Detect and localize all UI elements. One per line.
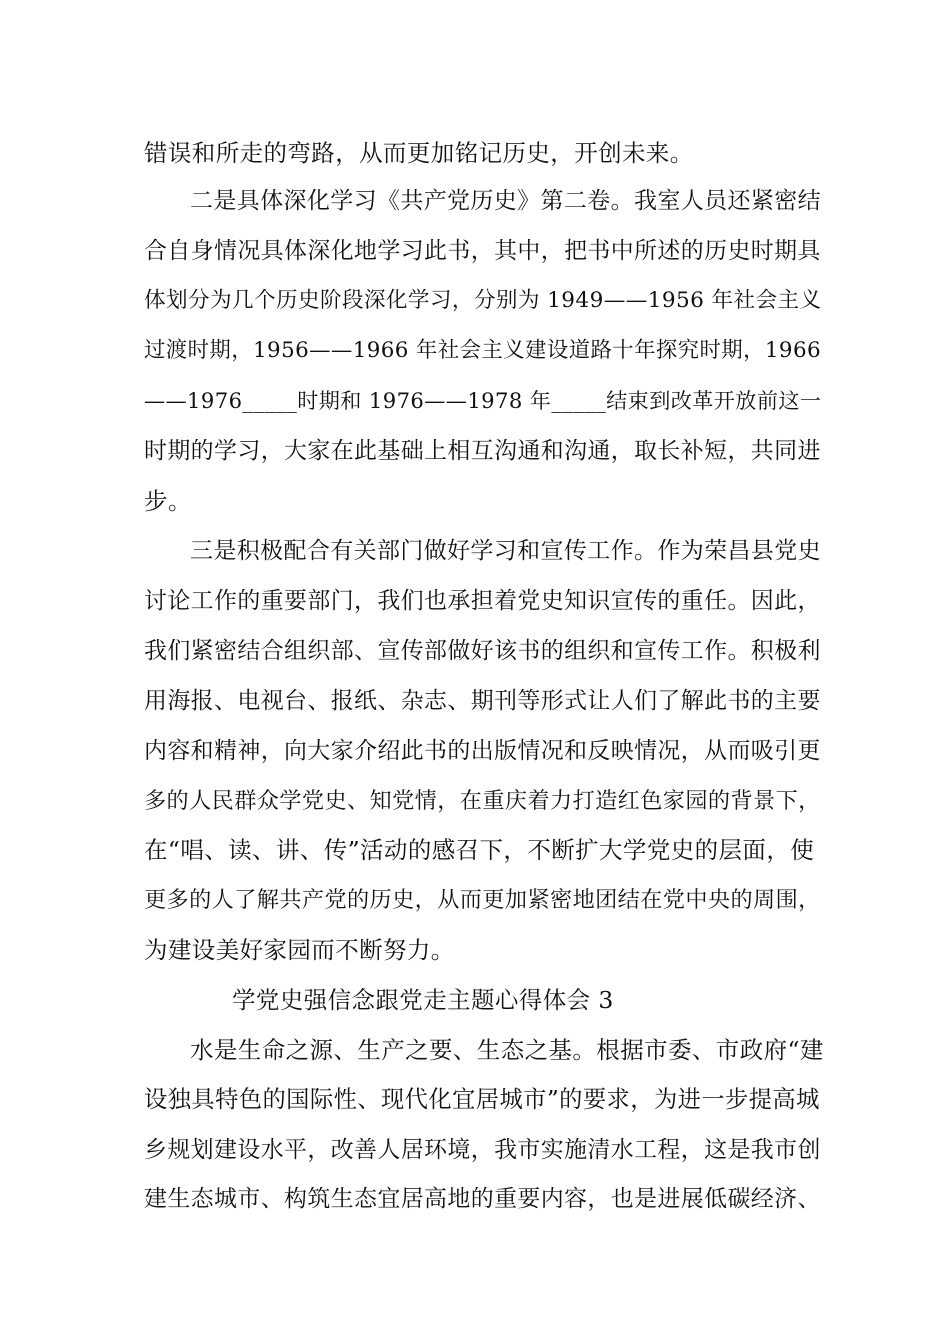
text-line: 我们紧密结合组织部、宣传部做好该书的组织和宣传工作。积极利 bbox=[144, 638, 821, 664]
text-line: 多的人民群众学党史、知党情，在重庆着力打造红色家园的背景下， bbox=[144, 788, 821, 814]
text-line: 时期的学习，大家在此基础上相互沟通和沟通，取长补短，共同进 bbox=[144, 438, 821, 464]
text-line: 为建设美好家园而不断努力。 bbox=[144, 936, 455, 964]
text-line: 在“唱、读、讲、传”活动的感召下，不断扩大学党史的层面，使 bbox=[144, 836, 815, 864]
paragraph-start-line: 三是积极配合有关部门做好学习和宣传工作。作为荣昌县党史 bbox=[190, 538, 821, 564]
section-heading: 学党史强信念跟党走主题心得体会 3 bbox=[232, 986, 614, 1014]
text-line: 建生态城市、构筑生态宜居高地的重要内容，也是进展低碳经济、 bbox=[144, 1186, 821, 1212]
text-line: 乡规划建设水平，改善人居环境，我市实施清水工程，这是我市创 bbox=[144, 1137, 821, 1163]
paragraph-start-line: 二是具体深化学习《共产党历史》第二卷。我室人员还紧密结 bbox=[190, 188, 821, 214]
text-line: 体划分为几个历史阶段深化学习，分别为 1949——1956 年社会主义 bbox=[144, 288, 822, 313]
text-line: 设独具特色的国际性、现代化宜居城市”的要求，为进一步提高城 bbox=[144, 1086, 820, 1113]
paragraph-start-line: 水是生命之源、生产之要、生态之基。根据市委、市政府“建 bbox=[190, 1036, 824, 1064]
text-line: 步。 bbox=[144, 487, 192, 515]
text-line: 过渡时期，1956——1966 年社会主义建设道路十年探究时期，1966 bbox=[144, 338, 821, 363]
text-line: ——1976_____时期和 1976——1978 年_____结束到改革开放前这一 bbox=[144, 388, 822, 413]
text-line: 合自身情况具体深化地学习此书，其中，把书中所述的历史时期具 bbox=[144, 238, 821, 264]
text-line: 讨论工作的重要部门，我们也承担着党史知识宣传的重任。因此， bbox=[144, 588, 821, 614]
text-line: 错误和所走的弯路，从而更加铭记历史，开创未来。 bbox=[144, 139, 694, 167]
text-line: 用海报、电视台、报纸、杂志、期刊等形式让人们了解此书的主要 bbox=[144, 688, 821, 714]
text-line: 更多的人了解共产党的历史，从而更加紧密地团结在党中央的周围， bbox=[144, 887, 821, 913]
text-line: 内容和精神，向大家介绍此书的出版情况和反映情况，从而吸引更 bbox=[144, 738, 821, 764]
